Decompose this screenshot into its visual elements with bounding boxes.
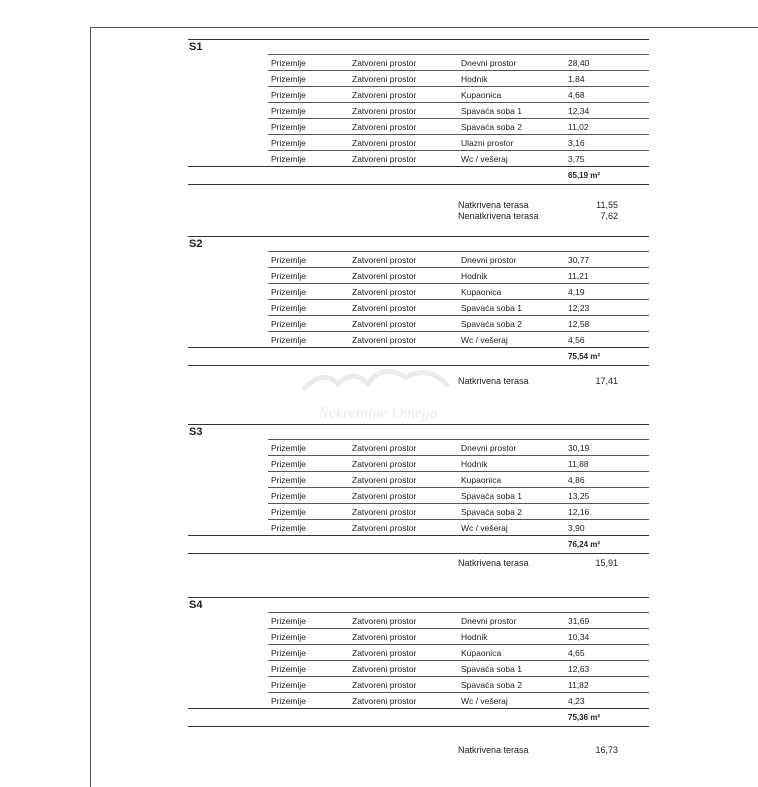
- floor-cell: Prizemlje: [271, 664, 306, 674]
- room-name-cell: Spavaća soba 1: [461, 303, 522, 313]
- area-cell: 12,23: [568, 303, 590, 313]
- floor-cell: Prizemlje: [271, 335, 306, 345]
- table-row: [268, 471, 649, 487]
- section-header: [188, 597, 649, 612]
- space-type-cell: Zatvoreni prostor: [352, 122, 417, 132]
- terrace-row: [458, 745, 618, 756]
- room-name-cell: Wc / vešeraj: [461, 523, 508, 533]
- terrace-label: Natkrivena terasa: [458, 376, 529, 386]
- space-type-cell: Zatvoreni prostor: [352, 507, 417, 517]
- space-type-cell: Zatvoreni prostor: [352, 459, 417, 469]
- room-name-cell: Kupaonica: [461, 90, 502, 100]
- floor-cell: Prizemlje: [271, 475, 306, 485]
- area-cell: 4,65: [568, 648, 585, 658]
- terrace-label: Nenatkrivena terasa: [458, 211, 539, 221]
- total-area: 75,36 m²: [568, 713, 601, 722]
- room-name-cell: Spavaća soba 2: [461, 122, 522, 132]
- space-type-cell: Zatvoreni prostor: [352, 335, 417, 345]
- table-row: [268, 612, 649, 628]
- space-type-cell: Zatvoreni prostor: [352, 491, 417, 501]
- table-row: [268, 519, 649, 535]
- terrace-row: [458, 200, 618, 211]
- space-type-cell: Zatvoreni prostor: [352, 58, 417, 68]
- table-row: [268, 118, 649, 134]
- room-table: [268, 54, 649, 166]
- floor-cell: Prizemlje: [271, 319, 306, 329]
- room-name-cell: Spavaća soba 1: [461, 664, 522, 674]
- table-row: [268, 660, 649, 676]
- space-type-cell: Zatvoreni prostor: [352, 680, 417, 690]
- area-cell: 30,77: [568, 255, 590, 265]
- room-name-cell: Hodnik: [461, 632, 488, 642]
- floor-cell: Prizemlje: [271, 616, 306, 626]
- room-name-cell: Hodnik: [461, 271, 488, 281]
- space-type-cell: Zatvoreni prostor: [352, 523, 417, 533]
- area-cell: 11,21: [568, 271, 589, 281]
- floor-cell: Prizemlje: [271, 122, 306, 132]
- room-name-cell: Dnevni prostor: [461, 443, 517, 453]
- area-cell: 3,16: [568, 138, 585, 148]
- table-row: [268, 487, 649, 503]
- space-type-cell: Zatvoreni prostor: [352, 74, 417, 84]
- table-row: [268, 628, 649, 644]
- floor-cell: Prizemlje: [271, 680, 306, 690]
- floor-cell: Prizemlje: [271, 138, 306, 148]
- floor-cell: Prizemlje: [271, 303, 306, 313]
- table-row: [268, 692, 649, 708]
- space-type-cell: Zatvoreni prostor: [352, 154, 417, 164]
- watermark-wave-icon: [303, 371, 448, 390]
- area-cell: 3,90: [568, 523, 585, 533]
- room-name-cell: Spavaća soba 1: [461, 106, 522, 116]
- room-name-cell: Spavaća soba 2: [461, 319, 522, 329]
- section-s2: [188, 236, 649, 366]
- table-row: [268, 70, 649, 86]
- total-area: 65,19 m²: [568, 171, 601, 180]
- table-row: [268, 86, 649, 102]
- area-cell: 31,69: [568, 616, 590, 626]
- space-type-cell: Zatvoreni prostor: [352, 664, 417, 674]
- space-type-cell: Zatvoreni prostor: [352, 443, 417, 453]
- area-cell: 4,19: [568, 287, 585, 297]
- table-row: [268, 315, 649, 331]
- room-name-cell: Hodnik: [461, 74, 488, 84]
- floor-cell: Prizemlje: [271, 106, 306, 116]
- space-type-cell: Zatvoreni prostor: [352, 287, 417, 297]
- total-row: [188, 708, 649, 727]
- table-row: [268, 676, 649, 692]
- terrace-row: [458, 211, 618, 222]
- section-title: S4: [189, 599, 203, 611]
- terrace-area: 7,62: [600, 211, 618, 221]
- room-name-cell: Wc / vešeraj: [461, 335, 508, 345]
- floor-cell: Prizemlje: [271, 648, 306, 658]
- table-row: [268, 54, 649, 70]
- space-type-cell: Zatvoreni prostor: [352, 303, 417, 313]
- area-cell: 1,84: [568, 74, 585, 84]
- space-type-cell: Zatvoreni prostor: [352, 319, 417, 329]
- section-header: [188, 236, 649, 251]
- floor-cell: Prizemlje: [271, 74, 306, 84]
- area-cell: 4,56: [568, 335, 585, 345]
- area-cell: 12,58: [568, 319, 590, 329]
- section-s4: [188, 597, 649, 727]
- terrace-area: 11,55: [596, 200, 618, 210]
- table-row: [268, 267, 649, 283]
- space-type-cell: Zatvoreni prostor: [352, 616, 417, 626]
- table-row: [268, 251, 649, 267]
- room-table: [268, 439, 649, 535]
- room-name-cell: Dnevni prostor: [461, 616, 517, 626]
- table-row: [268, 283, 649, 299]
- area-cell: 11,82: [568, 680, 589, 690]
- total-area: 76,24 m²: [568, 540, 601, 549]
- total-row: [188, 166, 649, 185]
- section-header: [188, 39, 649, 54]
- total-area: 75,54 m²: [568, 352, 601, 361]
- section-title: S3: [189, 426, 203, 438]
- table-row: [268, 134, 649, 150]
- room-name-cell: Ulazni prostor: [461, 138, 514, 148]
- table-row: [268, 150, 649, 166]
- space-type-cell: Zatvoreni prostor: [352, 90, 417, 100]
- floor-cell: Prizemlje: [271, 287, 306, 297]
- space-type-cell: Zatvoreni prostor: [352, 632, 417, 642]
- table-row: [268, 331, 649, 347]
- table-row: [268, 299, 649, 315]
- area-cell: 3,75: [568, 154, 585, 164]
- floor-cell: Prizemlje: [271, 696, 306, 706]
- area-cell: 11,88: [568, 459, 589, 469]
- terrace-label: Natkrivena terasa: [458, 558, 529, 568]
- area-cell: 4,86: [568, 475, 585, 485]
- table-row: [268, 455, 649, 471]
- section-s1: [188, 39, 649, 185]
- space-type-cell: Zatvoreni prostor: [352, 255, 417, 265]
- room-name-cell: Dnevni prostor: [461, 58, 517, 68]
- area-cell: 12,63: [568, 664, 590, 674]
- table-row: [268, 503, 649, 519]
- room-name-cell: Spavaća soba 2: [461, 507, 522, 517]
- floor-cell: Prizemlje: [271, 443, 306, 453]
- room-name-cell: Dnevni prostor: [461, 255, 517, 265]
- floor-cell: Prizemlje: [271, 491, 306, 501]
- space-type-cell: Zatvoreni prostor: [352, 475, 417, 485]
- floor-cell: Prizemlje: [271, 58, 306, 68]
- table-row: [268, 102, 649, 118]
- table-row: [268, 644, 649, 660]
- room-table: [268, 612, 649, 708]
- space-type-cell: Zatvoreni prostor: [352, 696, 417, 706]
- watermark-logo: [298, 360, 458, 430]
- area-cell: 30,19: [568, 443, 590, 453]
- area-cell: 10,34: [568, 632, 590, 642]
- section-title: S1: [189, 41, 203, 53]
- terrace-area: 16,73: [595, 745, 618, 755]
- floor-cell: Prizemlje: [271, 255, 306, 265]
- terrace-area: 17,41: [595, 376, 618, 386]
- area-cell: 28,40: [568, 58, 590, 68]
- area-cell: 4,68: [568, 90, 585, 100]
- terrace-label: Natkrivena terasa: [458, 200, 529, 210]
- space-type-cell: Zatvoreni prostor: [352, 138, 417, 148]
- room-name-cell: Spavaća soba 1: [461, 491, 522, 501]
- floor-cell: Prizemlje: [271, 154, 306, 164]
- space-type-cell: Zatvoreni prostor: [352, 271, 417, 281]
- area-cell: 12,16: [568, 507, 590, 517]
- room-name-cell: Kupaonica: [461, 475, 502, 485]
- table-row: [268, 439, 649, 455]
- floor-cell: Prizemlje: [271, 271, 306, 281]
- terrace-label: Natkrivena terasa: [458, 745, 529, 755]
- floor-cell: Prizemlje: [271, 523, 306, 533]
- room-table: [268, 251, 649, 347]
- space-type-cell: Zatvoreni prostor: [352, 106, 417, 116]
- section-title: S2: [189, 238, 203, 250]
- floor-cell: Prizemlje: [271, 632, 306, 642]
- floor-cell: Prizemlje: [271, 507, 306, 517]
- area-cell: 4,23: [568, 696, 585, 706]
- watermark-text: Nekretnine Omega: [318, 405, 438, 422]
- room-name-cell: Kupaonica: [461, 648, 502, 658]
- terrace-row: [458, 558, 618, 569]
- floor-cell: Prizemlje: [271, 90, 306, 100]
- area-cell: 12,34: [568, 106, 590, 116]
- room-name-cell: Kupaonica: [461, 287, 502, 297]
- terrace-area: 15,91: [595, 558, 618, 568]
- terrace-row: [458, 376, 618, 387]
- area-cell: 13,25: [568, 491, 590, 501]
- area-cell: 11,02: [568, 122, 589, 132]
- total-row: [188, 535, 649, 554]
- room-name-cell: Wc / vešeraj: [461, 154, 508, 164]
- floor-cell: Prizemlje: [271, 459, 306, 469]
- section-s3: [188, 424, 649, 554]
- room-name-cell: Spavaća soba 2: [461, 680, 522, 690]
- room-name-cell: Hodnik: [461, 459, 488, 469]
- space-type-cell: Zatvoreni prostor: [352, 648, 417, 658]
- room-name-cell: Wc / vešeraj: [461, 696, 508, 706]
